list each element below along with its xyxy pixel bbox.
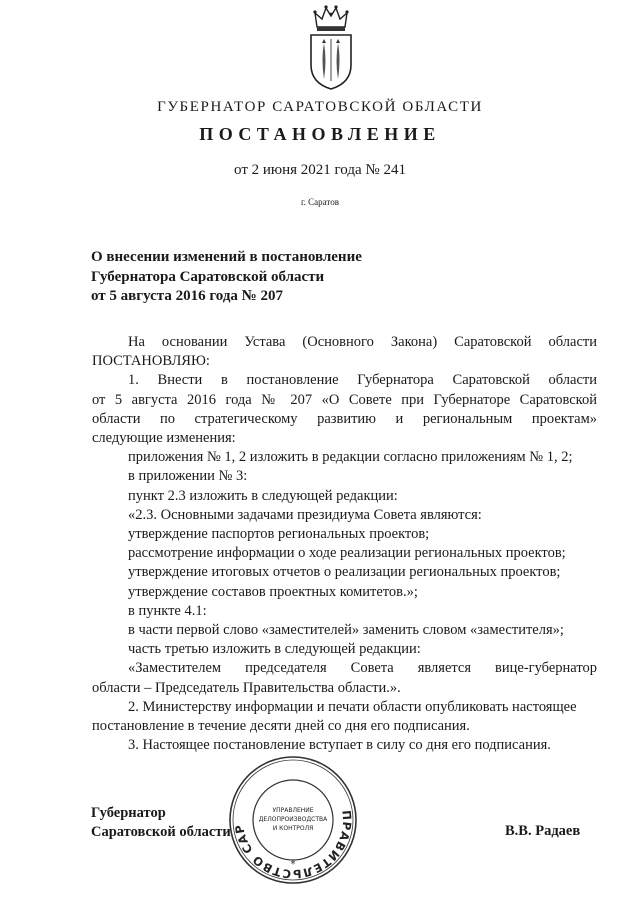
body-line: «2.3. Основными задачами президиума Совета являются: bbox=[128, 506, 482, 523]
seal-ring-text: ПРАВИТЕЛЬСТВО САР bbox=[232, 809, 355, 882]
body-line: часть третью изложить в следующей редакции: bbox=[128, 641, 421, 658]
document-subject bbox=[91, 248, 411, 307]
subject-line: Губернатора Саратовской области bbox=[91, 268, 325, 285]
seal-center-text: И КОНТРОЛЯ bbox=[272, 825, 314, 832]
body-line: 2. Министерству информации и печати области опубликовать настоящее bbox=[128, 698, 577, 715]
body-line: области – Председатель Правительства области.». bbox=[92, 679, 401, 696]
document-city: г. Саратов bbox=[301, 197, 339, 207]
issuing-authority: ГУБЕРНАТОР САРАТОВСКОЙ ОБЛАСТИ bbox=[157, 99, 483, 115]
body-line: пункт 2.3 изложить в следующей редакции: bbox=[128, 487, 398, 504]
signatory-position-line: Губернатор bbox=[91, 805, 166, 821]
body-line: На основании Устава (Основного Закона) Саратовской области bbox=[128, 334, 597, 350]
body-line: ПОСТАНОВЛЯЮ: bbox=[92, 353, 210, 370]
body-line: утверждение составов проектных комитетов.»; bbox=[128, 583, 418, 600]
body-line: «Заместителем председателя Совета является вице-губернатор bbox=[128, 660, 597, 677]
body-line: в приложении № 3: bbox=[128, 468, 248, 485]
signatory-position-line: Саратовской области bbox=[91, 824, 231, 840]
seal-center-text: ДЕЛОПРОИЗВОДСТВА bbox=[258, 816, 328, 823]
subject-line: О внесении изменений в постановление bbox=[91, 249, 362, 265]
body-line: в части первой слово «заместителей» заменить словом «заместителя»; bbox=[128, 622, 564, 639]
body-line: 1. Внести в постановление Губернатора Саратовской области bbox=[128, 372, 597, 389]
seal-center-text: УПРАВЛЕНИЕ bbox=[272, 807, 314, 814]
body-line: приложения № 1, 2 изложить в редакции согласно приложениям № 1, 2; bbox=[128, 449, 573, 466]
body-line: утверждение итоговых отчетов о реализации региональных проектов; bbox=[128, 564, 561, 581]
body-line: в пункте 4.1: bbox=[128, 602, 207, 619]
body-line: рассмотрение информации о ходе реализации региональных проектов; bbox=[128, 545, 566, 562]
body-line: следующие изменения: bbox=[92, 430, 236, 447]
document-body bbox=[92, 333, 597, 755]
signatory-position bbox=[91, 804, 251, 842]
document-date-number: от 2 июня 2021 года № 241 bbox=[234, 162, 406, 178]
saratov-region-coat-of-arms-icon bbox=[305, 3, 357, 91]
body-line: утверждение паспортов региональных проектов; bbox=[128, 526, 430, 543]
body-line: постановление в течение десяти дней со дня его подписания. bbox=[92, 718, 470, 735]
body-line: области по стратегическому развитию и региональным проектам» bbox=[92, 410, 597, 427]
subject-line: от 5 августа 2016 года № 207 bbox=[91, 288, 283, 304]
document-type: ПОСТАНОВЛЕНИЕ bbox=[199, 124, 441, 144]
body-line: от 5 августа 2016 года № 207 «О Совете при Губернаторе Саратовской bbox=[92, 391, 597, 408]
body-line: 3. Настоящее постановление вступает в силу со дня его подписания. bbox=[128, 737, 551, 754]
signatory-name: В.В. Радаев bbox=[505, 823, 581, 839]
seal-star-icon: * bbox=[290, 859, 296, 870]
